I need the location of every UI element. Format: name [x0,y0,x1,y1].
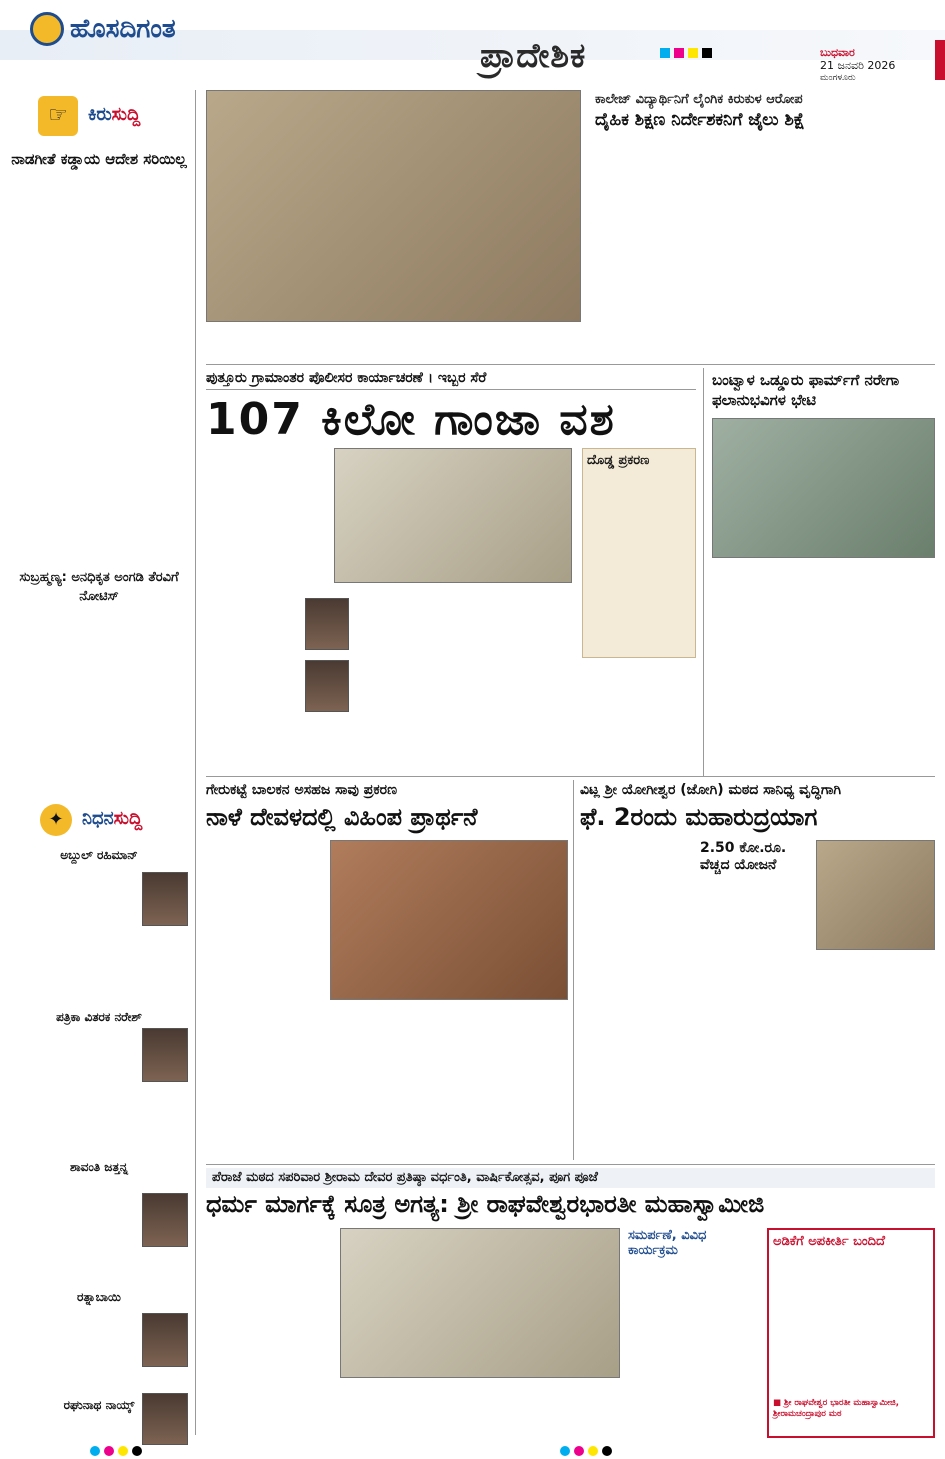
ganja-footnote [582,664,696,770]
obituary-name: ಪತ್ರಿಕಾ ವಿತರಕ ನರೇಶ್ [56,1010,142,1024]
dateline [820,46,935,85]
obituary-photo [142,872,188,926]
side-box-title: ದೊಡ್ಡ ಪ್ರಕರಣ [587,453,650,468]
adike-quote-box [767,1228,935,1438]
gerukatte-headline: ನಾಳೆ ದೇವಳದಲ್ಲಿ ವಿಹಿಂಪ ಪ್ರಾರ್ಥನೆ [206,803,478,831]
newspaper-logo [12,10,227,80]
nidhana-suddi-header [8,800,190,840]
vitla-side-body [816,954,935,1160]
bantwala-farm-photo [712,418,935,558]
side-tab [935,40,945,80]
adike-box-body [773,1254,929,1394]
magenta-mark [674,48,684,58]
side-box-body [583,472,695,652]
story-body [8,190,190,562]
gerukatte-kicker: ಗೇರುಕಟ್ಟೆ ಬಾಲಕನ ಅಸಹಜ ಸಾವು ಪ್ರಕರಣ [206,782,397,798]
top-story-caption [206,326,581,360]
obituary-photo [142,1193,188,1247]
vhp-prayer-photo [330,840,568,1000]
kiru-suddi-header [8,88,190,138]
horizontal-divider [206,364,935,365]
adike-box-title: ಅಡಿಕೆಗೆ ಅಪಕೀರ್ತಿ ಬಂದಿದೆ [773,1234,885,1249]
vitla-headline: ಫೆ. 2ರಂದು ಮಹಾರುದ್ರಯಾಗ [580,803,818,831]
bantwala-body [712,562,935,770]
black-mark [602,1446,612,1456]
yellow-mark [588,1446,598,1456]
horizontal-divider [206,1164,935,1165]
obituary-photo [142,1313,188,1367]
lamp-icon: ✦ [40,804,72,836]
cyan-mark [90,1446,100,1456]
peraje-caption [340,1382,620,1438]
court-story-body [595,142,935,360]
date: 21 ಜನವರಿ 2026 [820,59,896,72]
court-story-title: ದೈಹಿಕ ಶಿಕ್ಷಣ ನಿರ್ದೇಶಕನಿಗೆ ಜೈಲು ಶಿಕ್ಷೆ [595,110,805,130]
logo-emblem-icon [30,12,64,46]
cyan-mark [660,48,670,58]
magenta-mark [104,1446,114,1456]
obituary-name: ರಘುನಾಥ ನಾಯ್ಕ್ [63,1398,135,1412]
column-divider [703,368,704,776]
gerukatte-body-left [206,840,324,1160]
ganja-kicker: ಪುತ್ತೂರು ಗ್ರಾಮಾಂತರ ಪೊಲೀಸರ ಕಾರ್ಯಾಚರಣೆ । ಇಬ್ಬರ ಸೆರೆ [206,370,696,390]
obituary-photo [142,1393,188,1445]
accused-photo-1 [305,598,349,650]
story-headline: ನಾಡಗೀತೆ ಕಡ್ಡಾಯ ಆದೇಶ ಸರಿಯಿಲ್ಲ [11,150,187,168]
side-box [582,448,696,658]
obituary-body [8,1026,136,1156]
obituary-name: ರತ್ನಾಬಾಯಿ [77,1290,121,1304]
kiru-suddi-label: ಕಿರುಸುದ್ದಿ [88,104,141,125]
obituary-body [8,1176,136,1286]
bantwala-headline: ಬಂಟ್ವಾಳ ಒಡ್ಡೂರು ಫಾರ್ಮ್‌ಗೆ ನರೇಗಾ ಫಲಾನುಭವಿಗಳ ಭೇಟಿ [712,371,900,409]
black-mark [702,48,712,58]
vitla-body [580,840,698,1160]
magenta-mark [574,1446,584,1456]
logo-name: ಹೊಸದಿಗಂತ [70,14,176,44]
nidhana-label: ನಿಧನಸುದ್ದಿ [82,808,143,829]
cyan-mark [560,1446,570,1456]
story-body [8,608,190,793]
column-divider [195,90,196,1435]
accused-photo-2 [305,660,349,712]
story-headline: ಸುಬ್ರಹ್ಮಣ್ಯ: ಅನಧಿಕೃತ ಅಂಗಡಿ ತೆರವಿಗೆ ನೋಟಿಸ್ [19,570,179,604]
peraje-side-body [628,1266,760,1438]
peraje-ceremony-photo [340,1228,620,1378]
cmyk-marks [660,48,760,58]
horizontal-divider [206,776,935,777]
obituary-body [8,1306,136,1391]
yellow-mark [688,48,698,58]
obituary-name: ಅಬ್ದುಲ್ ರಹಿಮಾನ್ [60,848,138,862]
column-divider [573,780,574,1160]
black-mark [132,1446,142,1456]
obituary-body [8,864,138,1006]
top-story-photo [206,90,581,322]
peraje-kicker: ಪೆರಾಜೆ ಮಠದ ಸಪರಿವಾರ ಶ್ರೀರಾಮ ದೇವರ ಪ್ರತಿಷ್ಠಾ ವರ್ಧಂತಿ, ವಾರ್ಷಿಕೋತ್ಸವ, ಪೂಗ ಪೂಜೆ [212,1170,598,1185]
registration-marks [0,1443,945,1459]
peraje-headline: ಧರ್ಮ ಮಾರ್ಗಕ್ಕೆ ಸೂತ್ರ ಅಗತ್ಯ: ಶ್ರೀ ರಾಘವೇಶ್ವರಭಾರತೀ ಮಹಾಸ್ವಾಮೀಜಿ [206,1190,765,1218]
vitla-box-title: 2.50 ಕೋ.ರೂ. ವೆಚ್ಚದ ಯೋಜನೆ [700,840,787,873]
yellow-mark [118,1446,128,1456]
pointing-hand-icon: ☞ [38,96,78,136]
ganja-seizure-photo [334,448,572,583]
vitla-highlight-box [700,840,810,1160]
peraje-body-left [206,1228,336,1438]
vitla-kicker: ವಿಟ್ಲ ಶ್ರೀ ಯೋಗೀಶ್ವರ (ಜೋಗಿ) ಮಠದ ಸಾನಿಧ್ಯ ವೃದ್ಧಿಗಾಗಿ [580,782,842,798]
masthead [0,0,945,88]
vitla-box-body [700,878,810,1148]
vitla-temple-photo [816,840,935,950]
peraje-side-title: ಸಮರ್ಪಣೆ, ವಿವಿಧ ಕಾರ್ಯಕ್ರಮ [628,1228,707,1258]
weekday: ಬುಧವಾರ [820,46,855,59]
city: ಮಂಗಳೂರು [820,73,856,83]
ganja-headline: 107 ಕಿಲೋ ಗಾಂಜಾ ವಶ [206,394,616,445]
adike-box-credit: ■ ಶ್ರೀ ರಾಘವೇಶ್ವರ ಭಾರತೀ ಮಹಾಸ್ವಾಮೀಜಿ, ಶ್ರೀರಾಮಚಂದ್ರಾಪುರ ಮಠ [773,1398,899,1419]
left-column [8,88,190,1448]
court-story-kicker: ಕಾಲೇಜ್ ವಿದ್ಯಾರ್ಥಿನಿಗೆ ಲೈಂಗಿಕ ಕಿರುಕುಳ ಆರೋಪ [595,92,803,107]
obituary-name: ಶಾವಂತಿ ಜತ್ತನ್ನ [69,1160,129,1174]
obituary-photo [142,1028,188,1082]
section-title: ಪ್ರಾದೇಶಿಕ [480,36,587,76]
obituary-body [8,1414,136,1442]
